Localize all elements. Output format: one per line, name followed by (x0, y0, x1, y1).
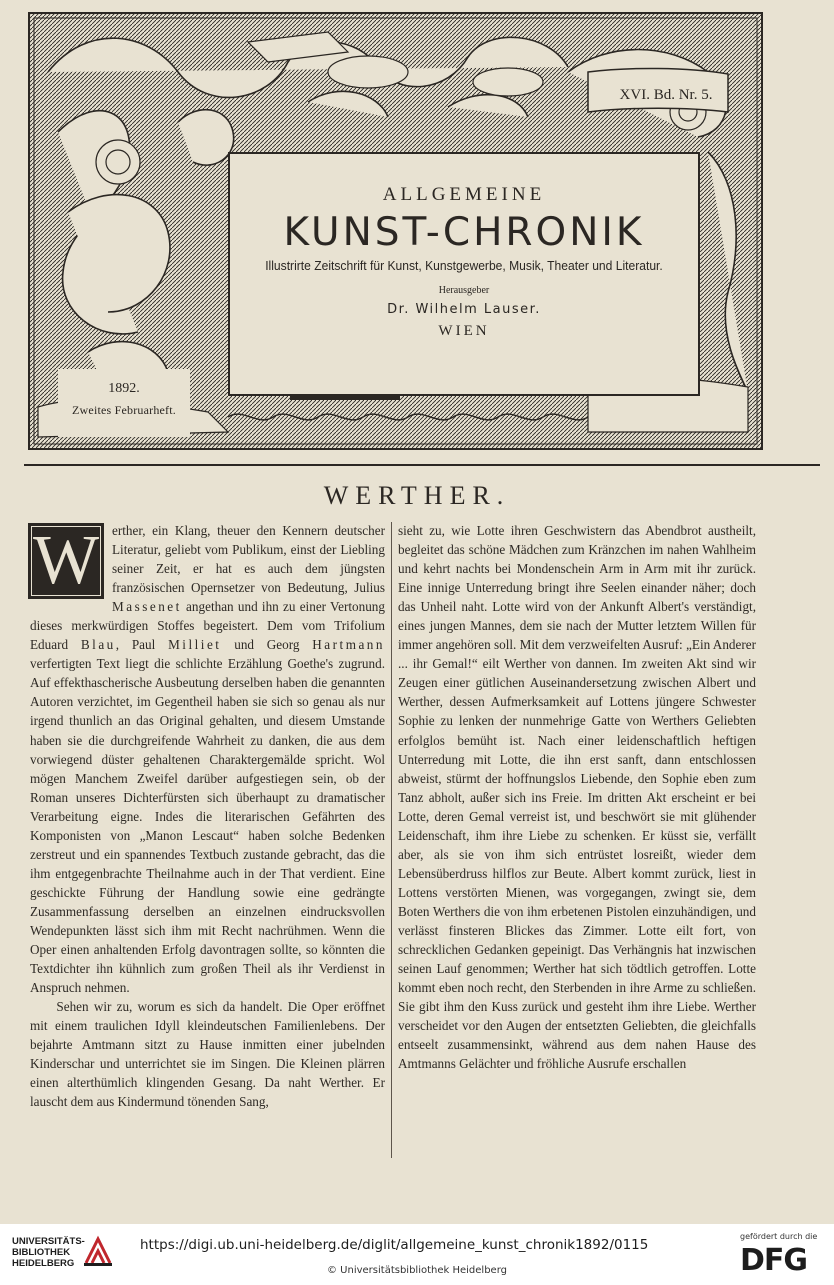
initial-letter: W (32, 522, 100, 599)
paragraph-3: sieht zu, wie Lotte ihren Geschwistern das Abendbrot austheilt, begleitet das schöne Mädchen zum Kränzchen im nahen Wahlheim und kehrt nachts bei Mondenschein Arm in Arm mit ihr zurück. Eine innige Unterredung bringt ihre Seelen einander näher; doch das Unheil naht. Lotte wird von der Ankunft Albert's verständigt, eines jungen Mannes, dem sie nach der Mutter letztem Willen für immer angehören soll. Mit dem verzweifelten Ausruf: „Ein Anderer ... ihr Gemal!“ eilt Werther von dannen. Im zweiten Akt sind wir Zeugen einer gütlichen Auseinandersetzung zwischen Albert und Werther, dessen Aufmerksamkeit auf Lottens jüngere Schwester Sophie zu lenken der nunmehrige Gatte von Werthers Geliebten erfolglos bemüht ist. Nach einer leidenschaftlich heftigen Unterredung mit Lotte, die ihn erst sanft, dann entschlossen abweist, stürmt der hoffnungslos Liebende, den Sophie eben zum Tanz abholt, außer sich ins Freie. Im dritten Akt erscheint er bei Lotte, deren Gemal verreist ist, und beschwört sie mit glühender Leidenschaft, ihm ihre Liebe zu schenken. Er küsst sie, verfällt aber, als sie von ihm sich entrüstet losreißt, wieder dem Lebensüberdruss hilflos zur Beute. Albert kommt zurück, liest in Lottens verstörten Mienen, was vorgegangen, zwingt sie, dem Boten Werthers die von ihm erbetenen Pistolen einzuhändigen, und verlässt finsteren Blickes das Zimmer. Lotte eilt fort, von schrecklichen Gedanken gepeinigt. Das Verhängnis hat inzwischen seinen Lauf genommen; Werther hat sich tödtlich getroffen. Lotte kommt eben noch recht, den Sterbenden in ihre Arme zu schließen. Sie gibt ihm den Kuss zurück und gesteht ihm ihre Liebe. Werther verscheidet vor den Augen der entsetzten Geliebten, die gleichfalls entseelt zusammensinkt, während aus dem nahen Hause des Amtmanns Gelächter und fröhliche Ausrufe erschallen (398, 523, 756, 1072)
issue-number: XVI. Bd. Nr. 5. (619, 87, 713, 103)
issue-date-box (58, 369, 190, 437)
journal-subtitle: Illustrirte Zeitschrift für Kunst, Kunstgewerbe, Musik, Theater und Literatur. (265, 258, 663, 273)
decorated-initial (28, 523, 104, 599)
editor-name: Dr. Wilhelm Lauser. (387, 302, 541, 317)
paragraph-1: erther, ein Klang, theuer den Kennern deutscher Literatur, geliebt vom Publikum, einst der Liebling seiner Zeit, er hat es auch dem jüngsten französischen Opernsetzer von Bedeutung, Julius Massenet angethan und ihn zu einer Vertonung dieses merkwürdigen Stoffes begeistert. Dem vom Trifolium Eduard Blau, Paul Milliet und Georg Hartmann verfertigten Text liegt die schlichte Erzählung Goethe's zugrund. Auf effekthascherische Ausbeutung derselben haben die genannten Autoren verzichtet, im Gegentheil haben sie sich so genau als nur irgend thunlich an das Original gehalten, und diesem Umstande haben sie die durchgreifende Wahrheit zu danken, die aus dem vorwiegend düster gehaltenen Charaktergemälde spricht. Wol mögen Manchem Zweifel darüber aufgestiegen sein, ob der Roman unseres Dichterfürsten sich überhaupt zu dramatischer Verarbeitung eigne. Indes die literarischen Gefährten des Komponisten von „Manon Lescaut“ haben solche Bedenken zerstreut und ein spannendes Textbuch zustande gebracht, das die ihm entgegenbrachte Theilnahme auch in der That verdient. Eine geschickte Führung der Handlung sowie eine gedrängte Zusammenfassung derselben an einzelnen eindrucksvollen Wendepunkten lässt sich ihm mit Recht nachrühmen. Wenn die Oper einen anhaltenden Erfolg davontragen sollte, so könnten die Textdichter ihn kühnlich zum großen Theil als ihr Verdienst in Anspruch nehmen. (30, 523, 385, 996)
name-milliet: Milliet (168, 637, 222, 653)
title-panel (228, 152, 700, 396)
dfg-logo: DFG (740, 1243, 808, 1278)
paragraph-2: Sehen wir zu, worum es sich da handelt. Die Oper eröffnet mit einem traulichen Idyll kleindeutschen Familienlebens. Der bejahrte Amtmann sitzt zu Hause inmitten einer jubelnden Kinderschar und unterrichtet sie im Singen. Die Kleinen plärren einen alterthümlich klingenden Gesang. Da naht Werther. Er lauscht dem aus Kindermund tönenden Sang, (30, 999, 385, 1110)
name-hartmann: Hartmann (312, 637, 385, 653)
name-blau: Blau (80, 637, 116, 653)
footer-bar (0, 1224, 834, 1285)
column-divider (391, 522, 392, 1158)
journal-title: KUNST-CHRONIK (283, 210, 645, 255)
publisher-label: Herausgeber (438, 285, 490, 296)
library-logo-text: UNIVERSITÄTS- BIBLIOTHEK HEIDELBERG (12, 1236, 85, 1269)
issue-part: Zweites Februarheft. (72, 403, 176, 417)
article-title: WERTHER. (323, 481, 511, 510)
text-column-left (30, 521, 385, 1111)
text-column-right (398, 521, 756, 1073)
library-logo-icon (80, 1233, 116, 1269)
pretitle: ALLGEMEINE (382, 184, 546, 205)
name-massenet: Massenet (112, 599, 182, 615)
publication-city: WIEN (438, 323, 490, 339)
copyright: © Universitätsbibliothek Heidelberg (326, 1265, 507, 1276)
masthead (28, 12, 763, 450)
funding-note: gefördert durch die (740, 1232, 818, 1241)
page-url[interactable]: https://digi.ub.uni-heidelberg.de/diglit/allgemeine_kunst_chronik1892/0115 (140, 1237, 649, 1253)
issue-year: 1892. (108, 381, 140, 396)
horizontal-rule (24, 464, 820, 466)
